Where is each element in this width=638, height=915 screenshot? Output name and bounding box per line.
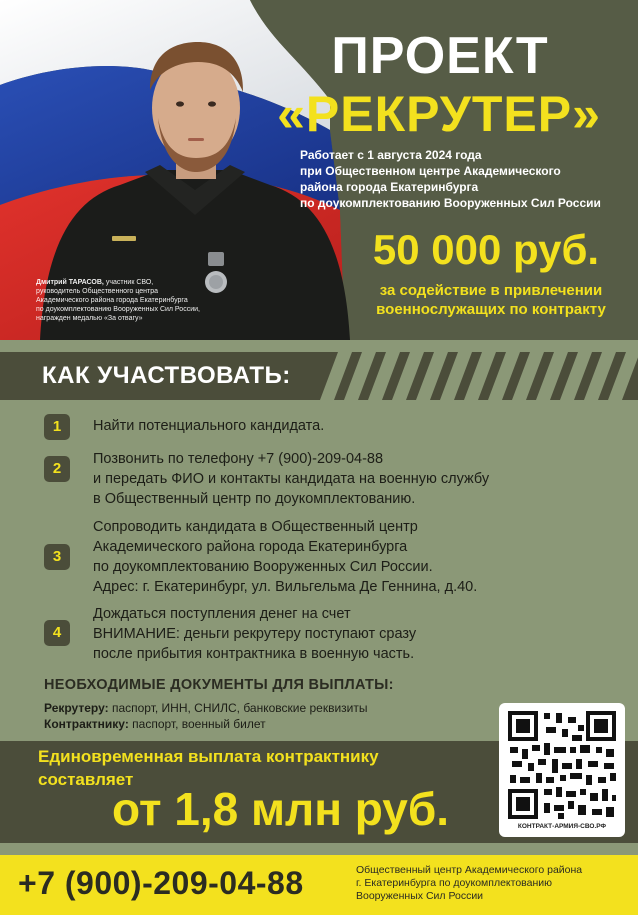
description-line: района города Екатеринбурга (300, 180, 479, 194)
step-line: Адрес: г. Екатеринбург, ул. Вильгельма Де Геннина, д.40. (93, 579, 478, 595)
reward-caption (350, 281, 632, 319)
hazard-stripes-decoration (300, 352, 638, 400)
recruiter-label: Рекрутеру: (44, 701, 109, 715)
reward-amount: 50 000 руб. (372, 226, 600, 273)
organization-line: г. Екатеринбурга по доукомплектованию (356, 877, 553, 889)
step-text (93, 604, 633, 664)
step-line: ВНИМАНИЕ: деньги рекрутеру поступают сразу (93, 626, 417, 642)
documents-title: НЕОБХОДИМЫЕ ДОКУМЕНТЫ ДЛЯ ВЫПЛАТЫ: (44, 677, 394, 693)
qr-caption: КОНТРАКТ-АРМИЯ-СВО.РФ (517, 823, 607, 830)
step-line: в Общественный центр по доукомплектованию. (93, 491, 416, 507)
project-heading: ПРОЕКТ (331, 27, 549, 85)
description-line: при Общественном центре Академического (300, 164, 561, 178)
step-number-badge: 3 (44, 544, 70, 570)
qr-code-image[interactable] (506, 709, 618, 821)
step-text (93, 449, 633, 509)
how-to-participate-bar (0, 352, 638, 400)
person-caption-first-line (36, 278, 246, 287)
person-role: участник СВО, (103, 279, 154, 286)
step-number-badge: 2 (44, 456, 70, 482)
qr-code-card[interactable] (499, 703, 625, 837)
step-number-badge: 1 (44, 414, 70, 440)
step-line: Позвонить по телефону +7 (900)-209-04-88 (93, 451, 384, 467)
organization-line: Общественный центр Академического района (356, 864, 583, 876)
step-line: Академического района города Екатеринбурга (93, 539, 408, 555)
step-line: и передать ФИО и контакты кандидата на военную службу (93, 471, 490, 487)
contractor-label: Контрактнику: (44, 717, 129, 731)
person-caption-line: Академического района города Екатеринбурга (36, 297, 188, 304)
reward-caption-line: военнослужащих по контракту (376, 301, 606, 318)
step-line: после прибытия контрактника в военную часть. (93, 646, 415, 662)
description-line: Работает с 1 августа 2024 года (300, 148, 482, 162)
step-line: Сопроводить кандидата в Общественный центр (93, 519, 418, 535)
step-line: по доукомплектованию Вооруженных Сил России. (93, 559, 433, 575)
recruiter-documents (44, 700, 368, 716)
contractor-documents (44, 716, 266, 732)
footer-bar (0, 855, 638, 915)
organization-line: Вооруженных Сил России (356, 890, 484, 902)
contact-phone[interactable]: +7 (900)-209-04-88 (18, 865, 304, 901)
project-name: «РЕКРУТЕР» (277, 86, 601, 142)
person-name: Дмитрий ТАРАСОВ, (36, 279, 104, 286)
payment-amount: от 1,8 млн руб. (112, 783, 450, 835)
reward-caption-line: за содействие в привлечении (379, 282, 603, 299)
how-to-participate-title: КАК УЧАСТВОВАТЬ: (42, 362, 291, 389)
person-caption-line: руководитель Общественного центра (36, 288, 158, 295)
step-line: Найти потенциального кандидата. (93, 418, 325, 434)
person-caption-line: по доукомплектованию Вооруженных Сил России, (36, 306, 200, 313)
step-text (93, 517, 633, 597)
person-caption (36, 278, 246, 323)
hero-section (0, 0, 638, 340)
description-line: по доукомплектованию Вооруженных Сил России (300, 196, 601, 210)
organization-name (356, 864, 634, 903)
project-description (300, 147, 636, 211)
step-text (93, 416, 633, 436)
step-line: Дождаться поступления денег на счет (93, 606, 351, 622)
contractor-documents-value: паспорт, военный билет (128, 717, 266, 731)
step-number-badge: 4 (44, 620, 70, 646)
recruiter-documents-value: паспорт, ИНН, СНИЛС, банковские реквизиты (108, 701, 368, 715)
person-caption-line: награжден медалью «За отвагу» (36, 315, 143, 322)
payment-line-2: составляет (38, 770, 134, 789)
payment-line-1: Единовременная выплата контрактнику (38, 747, 379, 766)
